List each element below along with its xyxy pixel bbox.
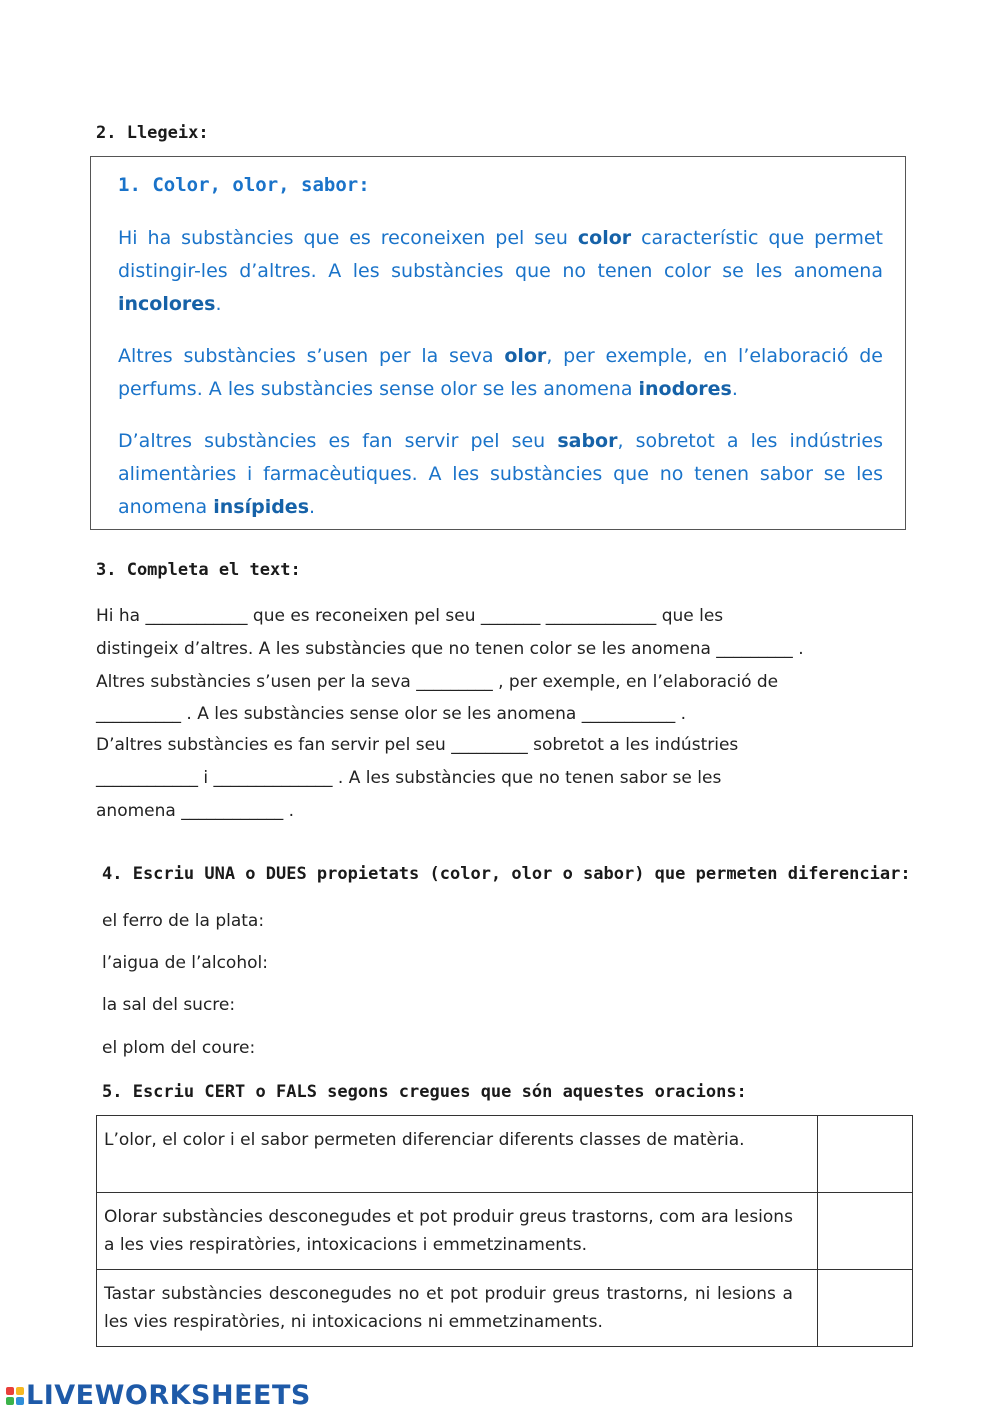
table-row (97, 1270, 913, 1347)
paragraph-sabor: D’altres substàncies es fan servir pel seu sabor, sobretot a les indústries alimentàries i farmacèutiques. A les substàncies que no tenen sabor se les anomena insípides. (118, 430, 883, 518)
section-4-heading: 4. Escriu UNA o DUES propietats (color, olor o sabor) que permeten diferenciar: (102, 864, 911, 884)
fill-text-line[interactable]: distingeix d’altres. A les substàncies que no tenen color se les anomena _________ . (96, 639, 804, 659)
section-2-heading: 2. Llegeix: (96, 123, 209, 143)
logo-text: LIVEWORKSHEETS (26, 1380, 311, 1411)
keyword-sabor: sabor (557, 430, 618, 452)
paragraph-color: Hi ha substàncies que es reconeixen pel seu color característic que permet distingir-les d’altres. A les substàncies que no tenen color se les anomena incolores. (118, 227, 883, 315)
logo-mark-icon (6, 1387, 24, 1405)
fill-text-line[interactable]: Altres substàncies s’usen per la seva _________ , per exemple, en l’elaboració de (96, 672, 779, 692)
fill-text-line[interactable]: ____________ i ______________ . A les substàncies que no tenen sabor se les (96, 768, 722, 788)
statement-cell: L’olor, el color i el sabor permeten diferenciar diferents classes de matèria. (97, 1116, 818, 1193)
fill-text-line[interactable]: anomena ____________ . (96, 801, 295, 821)
property-question[interactable]: el plom del coure: (102, 1038, 256, 1058)
answer-cell[interactable] (817, 1193, 912, 1270)
keyword-color: color (577, 227, 632, 249)
property-question[interactable]: l’aigua de l’alcohol: (102, 953, 268, 973)
keyword-inodores: inodores (638, 378, 732, 400)
property-question[interactable]: el ferro de la plata: (102, 911, 265, 931)
keyword-olor: olor (504, 345, 547, 367)
liveworksheets-logo (6, 1380, 311, 1411)
property-question[interactable]: la sal del sucre: (102, 995, 236, 1015)
fill-text-line[interactable]: Hi ha ____________ que es reconeixen pel seu _______ _____________ que les (96, 606, 724, 626)
answer-cell[interactable] (817, 1116, 912, 1193)
section-5-heading: 5. Escriu CERT o FALS segons cregues que són aquestes oracions: (102, 1082, 747, 1102)
table-row (97, 1193, 913, 1270)
statement-cell: Tastar substàncies desconegudes no et pot produir greus trastorns, ni lesions a les vies respiratòries, ni intoxicacions ni emmetzinaments. (97, 1270, 818, 1347)
statement-cell: Olorar substàncies desconegudes et pot produir greus trastorns, com ara lesions a les vies respiratòries, intoxicacions i emmetzinaments. (97, 1193, 818, 1270)
fill-text-line[interactable]: D’altres substàncies es fan servir pel seu _________ sobretot a les indústries (96, 735, 739, 755)
paragraph-olor: Altres substàncies s’usen per la seva olor, per exemple, en l’elaboració de perfums. A les substàncies sense olor se les anomena inodores. (118, 345, 883, 400)
reading-box-title: 1. Color, olor, sabor: (118, 174, 370, 196)
keyword-insipides: insípides (213, 496, 310, 518)
table-row (97, 1116, 913, 1193)
true-false-table (96, 1115, 913, 1347)
section-3-heading: 3. Completa el text: (96, 560, 301, 580)
keyword-incolores: incolores (118, 293, 216, 315)
fill-text-line[interactable]: __________ . A les substàncies sense olor se les anomena ___________ . (96, 704, 687, 724)
answer-cell[interactable] (817, 1270, 912, 1347)
